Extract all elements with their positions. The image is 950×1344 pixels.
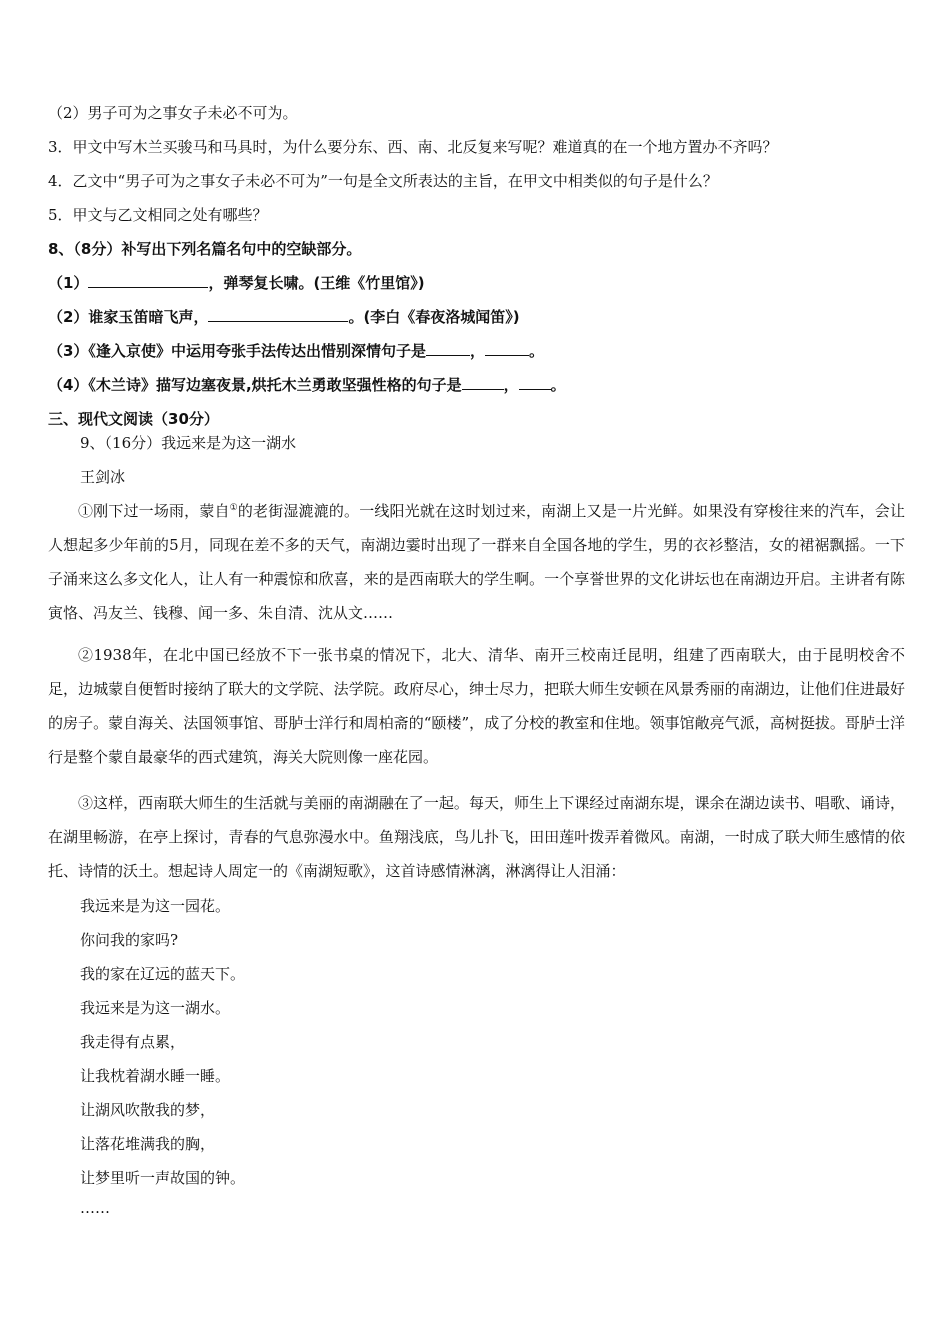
paragraph-3: ③这样，西南联大师生的生活就与美丽的南湖融在了一起。每天，师生上下课经过南湖东堤，课余在湖边读书、唱歌、诵诗，在湖里畅游，在亭上探讨，青春的气息弥漫水中。鱼翔浅底，鸟儿扑飞，田田莲叶拨弄着微风。南湖，一时成了联大师生感情的依托、诗情的沃土。想起诗人周定一的《南湖短歌》，这首诗感情淋漓，淋漓得让人泪涌： (48, 794, 905, 880)
question-3: 3．甲文中写木兰买骏马和马具时，为什么要分东、西、南、北反复来写呢？难道真的在一个地方置办不齐吗？ (48, 138, 778, 156)
poem-line: 让梦里听一声故国的钟。 (80, 1169, 246, 1187)
poem-line: 让我枕着湖水睡一睡。 (80, 1067, 231, 1085)
poem-line: 让湖风吹散我的梦， (80, 1101, 216, 1119)
q8-header: 8、（8分）补写出下列名篇名句中的空缺部分。 (48, 240, 362, 258)
q8-item-2-prefix: （2）谁家玉笛暗飞声， (48, 308, 209, 326)
poem-line: 我远来是为这一园花。 (80, 897, 231, 915)
q8-item-4 (48, 374, 566, 396)
q9-header: 9、（16分）我远来是为这一湖水 (80, 434, 297, 452)
answer-blank[interactable] (426, 341, 470, 356)
answer-blank[interactable] (88, 273, 208, 288)
q8-item-3-prefix: （3）《逢入京使》中运用夸张手法传达出惜别深情句子是 (48, 342, 426, 360)
article-author: 王剑冰 (80, 468, 126, 486)
q8-item-1 (48, 272, 425, 294)
answer-blank[interactable] (462, 375, 504, 390)
poem-line: 我的家在辽远的蓝天下。 (80, 965, 246, 983)
q8-item-2 (48, 306, 520, 328)
q8-item-4-prefix: （4）《木兰诗》描写边塞夜景,烘托木兰勇敢坚强性格的句子是 (48, 376, 462, 394)
paragraph-1 (48, 491, 905, 630)
section-3-heading: 三、现代文阅读（30分） (48, 410, 219, 428)
q8-item-1-suffix: ，弹琴复长啸。(王维《竹里馆》) (208, 274, 425, 292)
answer-blank[interactable] (485, 341, 529, 356)
question-4: 4．乙文中“男子可为之事女子未必不可为”一句是全文所表达的主旨，在甲文中相类似的句子是什么？ (48, 172, 718, 190)
poem-line: 我远来是为这一湖水。 (80, 999, 231, 1017)
q8-item-4-sep: ， (503, 376, 519, 394)
poem-line: 你问我的家吗? (80, 931, 179, 949)
q8-item-1-prefix: （1） (48, 274, 89, 292)
q8-item-3-end: 。 (528, 342, 544, 360)
paragraph-1-rest: 的老街湿漉漉的。一线阳光就在这时划过来，南湖上又是一片光鲜。如果没有穿梭往来的汽车，会让人想起多少年前的5月，同现在差不多的天气，南湖边霎时出现了一群来自全国各地的学生，男的衣衫整洁，女的裙裾飘摇。一下子涌来这么多文化人，让人有一种震惊和欣喜，来的是西南联大的学生啊。一个享誉世界的文化讲坛也在南湖边开启。主讲者有陈寅恪、冯友兰、钱穆、闻一多、朱自清、沈从文…… (48, 502, 905, 622)
poem-line: 让落花堆满我的胸， (80, 1135, 216, 1153)
footnote-marker: ① (229, 503, 238, 513)
paragraph-2: ②1938年，在北中国已经放不下一张书桌的情况下，北大、清华、南开三校南迁昆明，组建了西南联大，由于昆明校舍不足，边城蒙自便暂时接纳了联大的文学院、法学院。政府尽心，绅士尽力，把联大师生安顿在风景秀丽的南湖边，让他们住进最好的房子。蒙自海关、法国领事馆、哥胪士洋行和周柏斋的“颐楼”，成了分校的教室和住地。领事馆敞亮气派，高树挺拔。哥胪士洋行是整个蒙自最豪华的西式建筑，海关大院则像一座花园。 (48, 646, 905, 766)
q2-part2: （2）男子可为之事女子未必不可为。 (48, 104, 298, 122)
q8-item-2-suffix: 。(李白《春夜洛城闻笛》) (348, 308, 520, 326)
poem-line: 我走得有点累， (80, 1033, 186, 1051)
poem-ellipsis: …… (80, 1199, 110, 1217)
paragraph-1-start: ①刚下过一场雨，蒙自 (78, 502, 230, 520)
q8-item-3-sep: ， (469, 342, 485, 360)
answer-blank[interactable] (208, 307, 348, 322)
answer-blank[interactable] (519, 375, 551, 390)
q8-item-4-end: 。 (550, 376, 566, 394)
q8-item-3 (48, 340, 544, 362)
question-5: 5．甲文与乙文相同之处有哪些？ (48, 206, 268, 224)
